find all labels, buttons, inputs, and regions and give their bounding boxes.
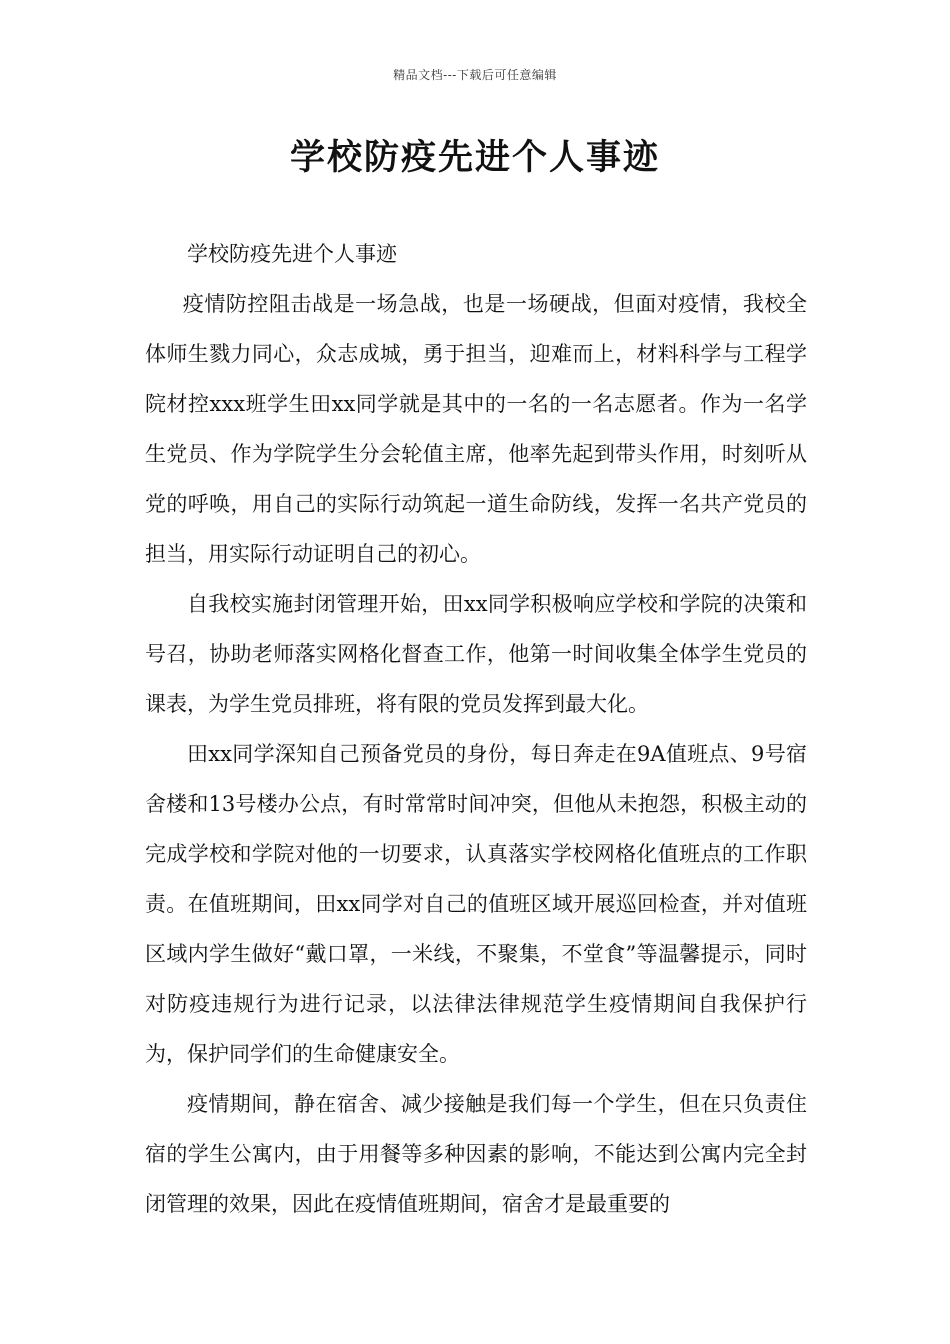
header-note: 精品文档---下载后可任意编辑: [393, 68, 557, 82]
body-paragraph: 疫情防控阻击战是一场急战，也是一场硬战，但面对疫情，我校全体师生戮力同心，众志成城，勇于担当，迎难而上，材料科学与工程学院材控xxx班学生田xx同学就是其中的一名的一名志愿者。作为一名学生党员、作为学院学生分会轮值主席，他率先起到带头作用，时刻听从党的呼唤，用自己的实际行动筑起一道生命防线，发挥一名共产党员的担当，用实际行动证明自己的初心。: [145, 292, 807, 566]
body-paragraph: 疫情期间，静在宿舍、减少接触是我们每一个学生，但在只负责住宿的学生公寓内，由于用餐等多种因素的影响，不能达到公寓内完全封闭管理的效果，因此在疫情值班期间，宿舍才是最重要的: [145, 1092, 807, 1216]
body-paragraph: 自我校实施封闭管理开始，田xx同学积极响应学校和学院的决策和号召，协助老师落实网格化督查工作，他第一时间收集全体学生党员的课表，为学生党员排班，将有限的党员发挥到最大化。: [145, 592, 807, 716]
document-body: [145, 229, 807, 1229]
subtitle-paragraph: 学校防疫先进个人事迹: [187, 242, 397, 266]
document-title: 学校防疫先进个人事迹: [289, 138, 660, 178]
body-paragraph: 田xx同学深知自己预备党员的身份，每日奔走在9A值班点、9号宿舍楼和13号楼办公点，有时常常时间冲突，但他从未抱怨，积极主动的完成学校和学院对他的一切要求，认真落实学校网格化值班点的工作职责。在值班期间，田xx同学对自己的值班区域开展巡回检查，并对值班区域内学生做好“戴口罩，一米线，不聚集，不堂食”等温馨提示，同时对防疫违规行为进行记录，以法律法律规范学生疫情期间自我保护行为，保护同学们的生命健康安全。: [145, 742, 807, 1066]
